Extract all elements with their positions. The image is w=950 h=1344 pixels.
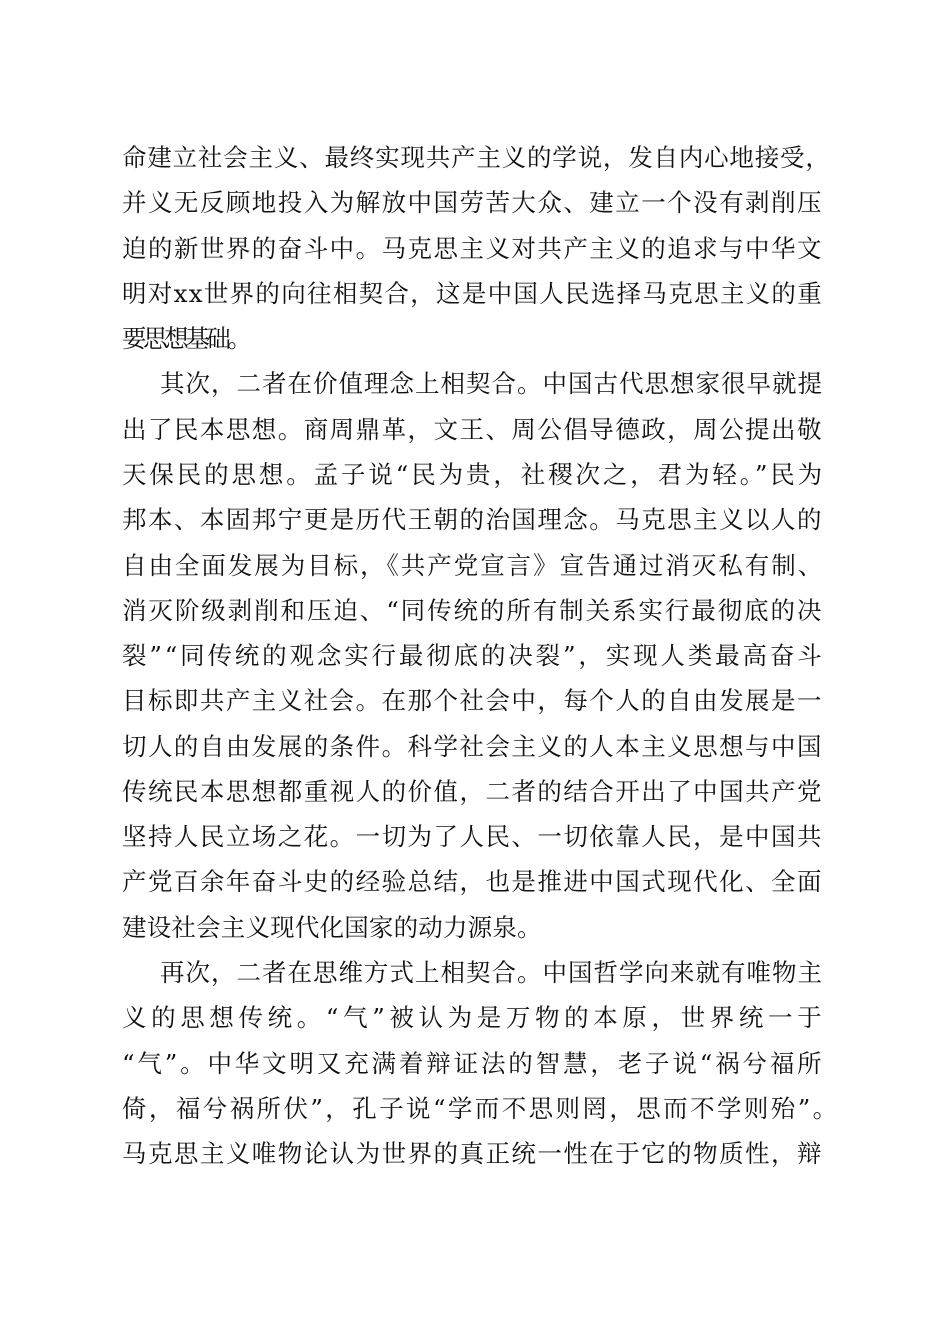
text-line: 义的思想传统。“气”被认为是万物的本原，世界统一于: [122, 1003, 827, 1032]
text-line: 迫的新世界的奋斗中。马克思主义对共产主义的追求与中华文: [122, 234, 823, 263]
text-line: 倚，福兮祸所伏”，孔子说“学而不思则罔，思而不学则殆”。: [122, 1094, 840, 1123]
text-line: 命建立社会主义、最终实现共产主义的学说，发自内心地接受，: [122, 143, 831, 172]
text-line: 建设社会主义现代化国家的动力源泉。: [122, 913, 542, 942]
text-line: 明对xx世界的向往相契合，这是中国人民选择马克思主义的重: [122, 279, 824, 308]
paragraph-first-line: 其次，二者在价值理念上相契合。中国古代思想家很早就提: [160, 369, 823, 398]
text-line: 产党百余年奋斗史的经验总结，也是推进中国式现代化、全面: [122, 867, 823, 896]
text-line: 天保民的思想。孟子说“民为贵，社稷次之，君为轻。”民为: [122, 460, 826, 489]
text-line: 裂”“同传统的观念实行最彻底的决裂”，实现人类最高奋斗: [122, 641, 825, 670]
text-line: 要思想基础。: [122, 324, 249, 353]
text-line: 目标即共产主义社会。在那个社会中，每个人的自由发展是一: [122, 686, 823, 715]
paragraph-first-line: 再次，二者在思维方式上相契合。中国哲学向来就有唯物主: [160, 958, 823, 987]
text-line: 消灭阶级剥削和压迫、“同传统的所有制关系实行最彻底的决: [122, 596, 824, 625]
text-line: 并义无反顾地投入为解放中国劳苦大众、建立一个没有剥削压: [122, 188, 823, 217]
text-line: 坚持人民立场之花。一切为了人民、一切依靠人民，是中国共: [122, 822, 823, 851]
text-line: 邦本、本固邦宁更是历代王朝的治国理念。马克思主义以人的: [122, 505, 823, 534]
text-line: 马克思主义唯物论认为世界的真正统一性在于它的物质性，辩: [122, 1139, 823, 1168]
text-line: 自由全面发展为目标，《共产党宣言》宣告通过消灭私有制、: [122, 551, 825, 580]
text-line: “气”。中华文明又充满着辩证法的智慧，老子说“祸兮福所: [122, 1049, 825, 1078]
text-line: 传统民本思想都重视人的价值，二者的结合开出了中国共产党: [122, 777, 823, 806]
text-line: 出了民本思想。商周鼎革，文王、周公倡导德政，周公提出敬: [122, 415, 823, 444]
text-line: 切人的自由发展的条件。科学社会主义的人本主义思想与中国: [122, 732, 823, 761]
